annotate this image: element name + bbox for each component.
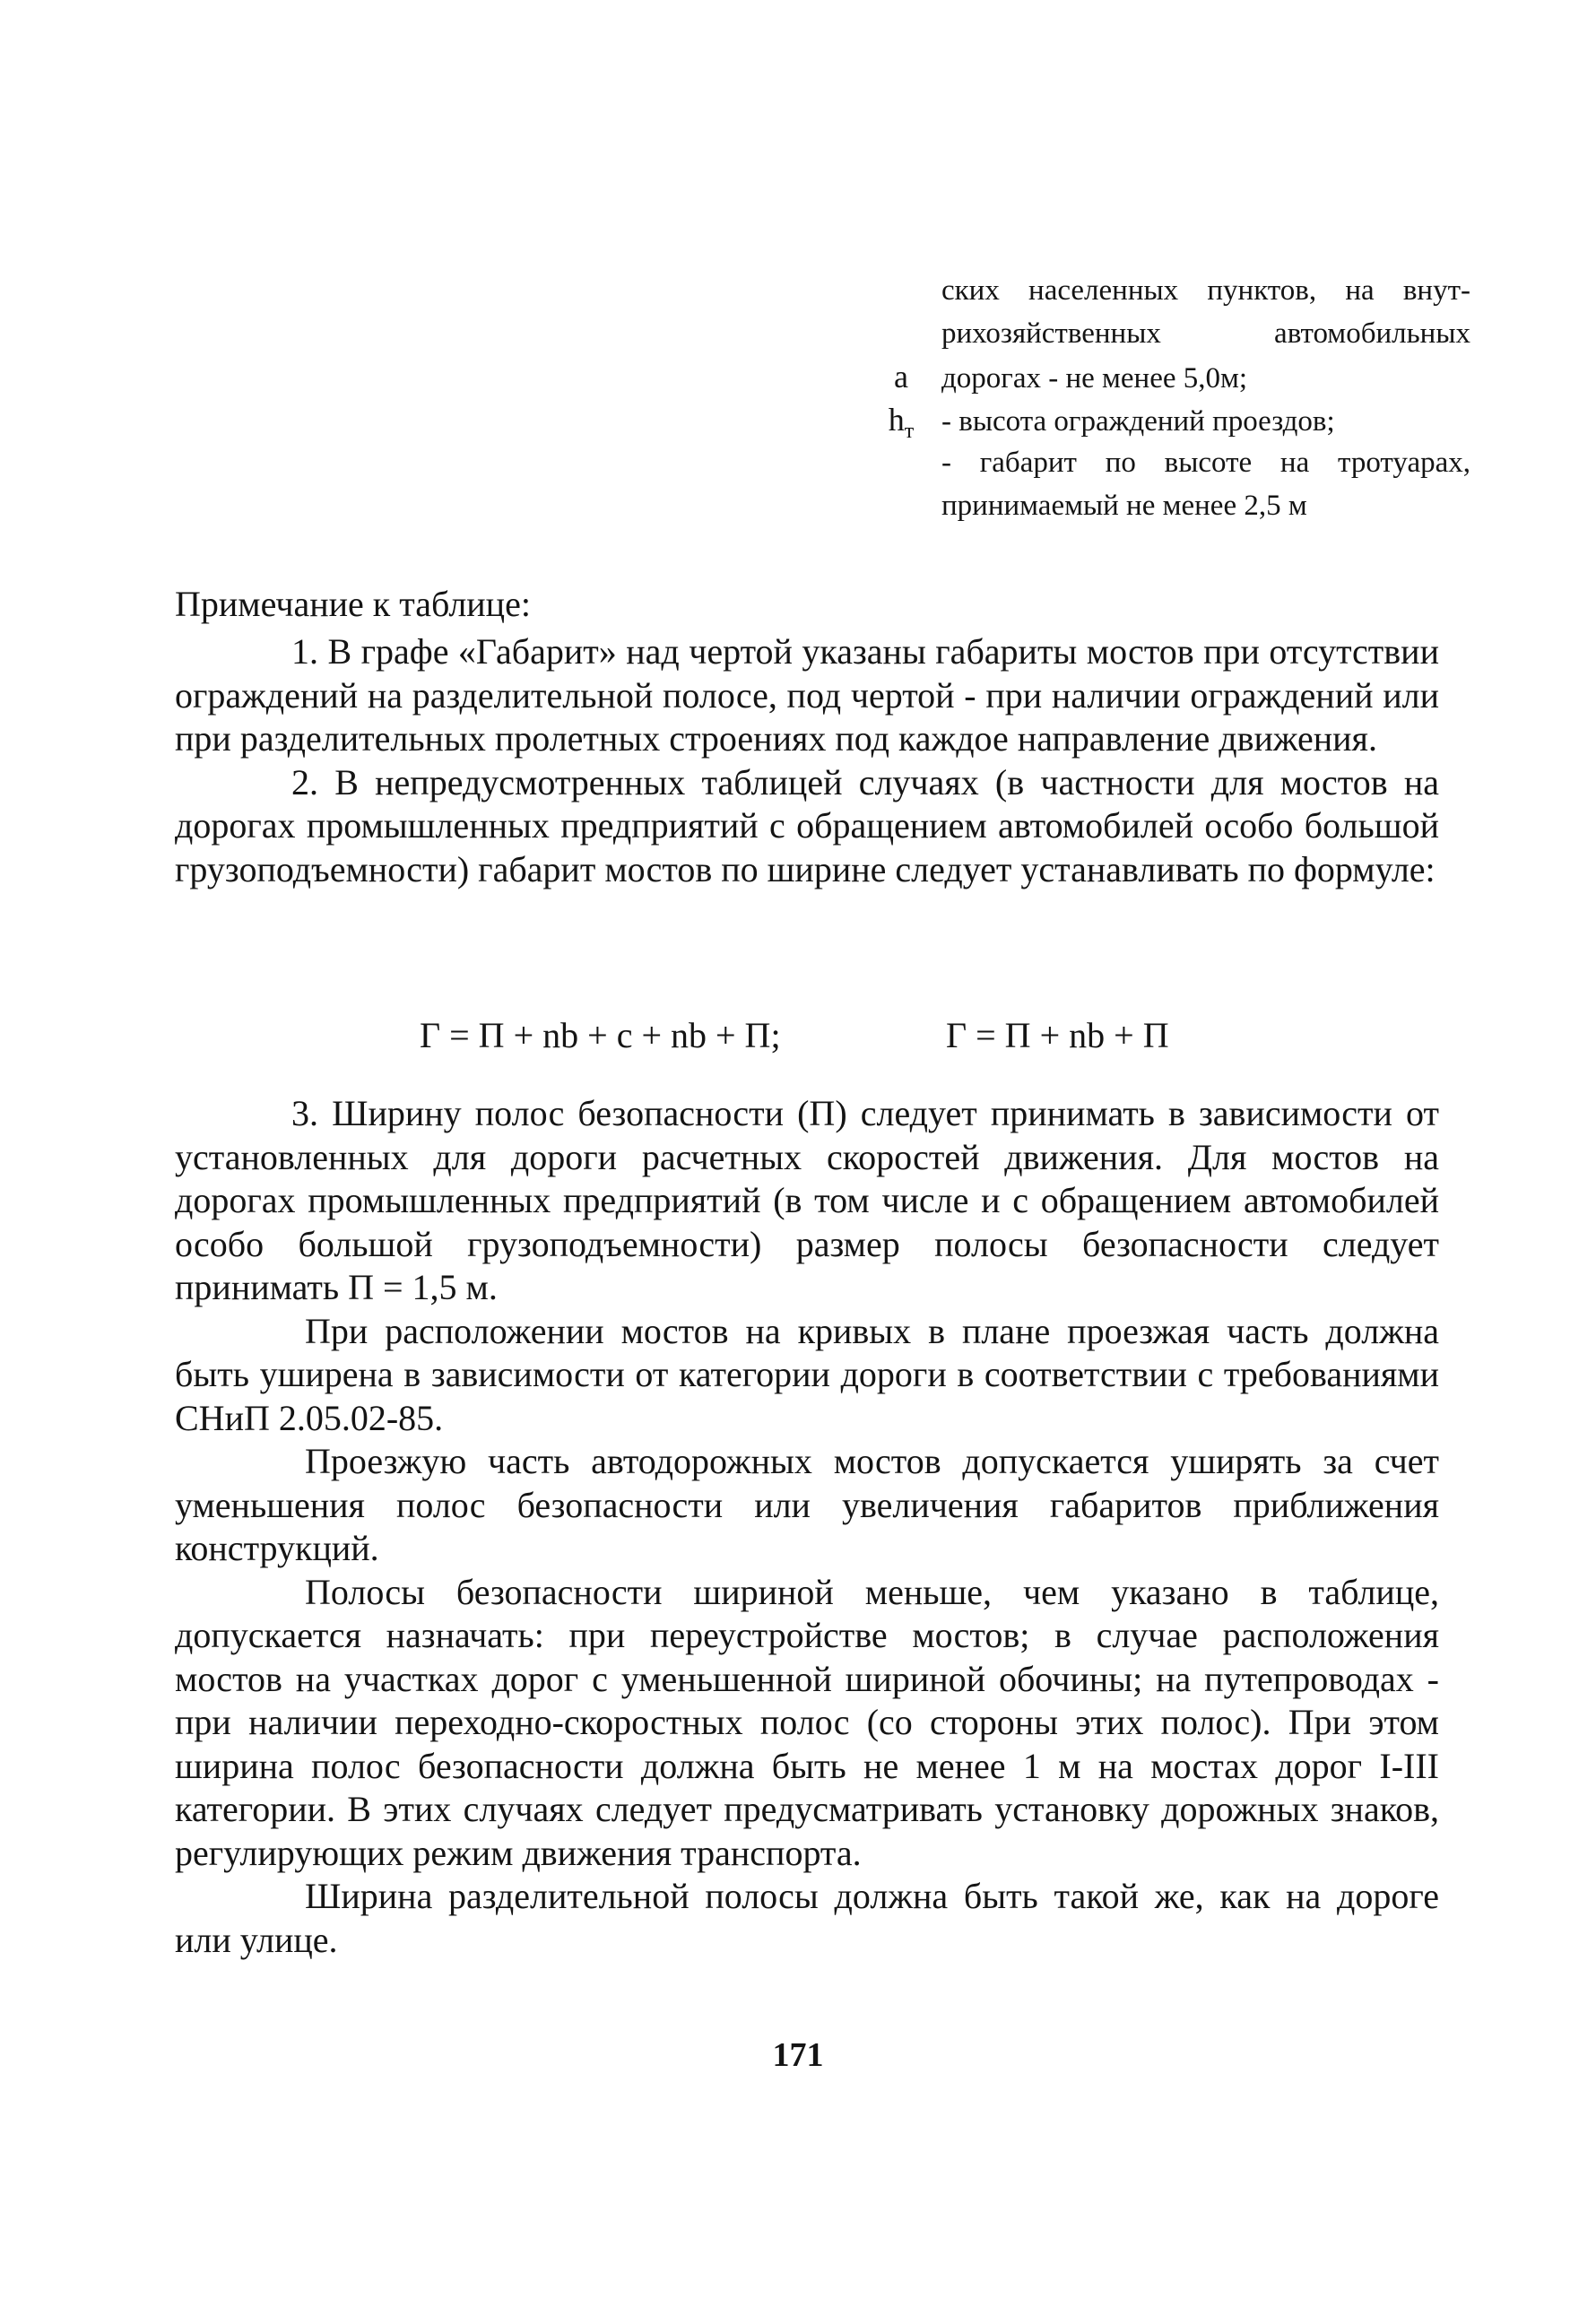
notes-paragraphs [175,1092,1439,1962]
paragraph: Ширина разделительной полосы должна быть такой же, как на дороге или улице. [175,1876,1439,1960]
legend-symbol: $h_т$ [888,402,915,444]
formula-row [0,1009,1596,1063]
formula: Г = П + nb + c + nb + П; [420,1015,781,1055]
symbol-legend [861,269,1470,527]
page-number: 171 [772,2036,824,2074]
note-item: 1. В графе «Габарит» над чертой указаны габариты мостов при отсутствии ограждений на разделительной полосе, под чертой - при наличии ограждений или при разделительных пролетных строениях под каждое направление движения. [175,631,1439,759]
note-heading: Примечание к таблице: [175,584,531,624]
paragraph: 3. Ширину полос безопасности (П) следует принимать в зависимости от установленных для дороги расчетных скоростей движения. Для мостов на дорогах промышленных предприятий (в том числе и с обращением автомобилей особо большой грузоподъемности) размер полосы безопасности следует принимать П = 1,5 м. [175,1093,1439,1307]
note-item: 2. В непредусмотренных таблицей случаях (в частности для мостов на дорогах промышленных предприятий с обращением автомобилей особо большой грузоподъемности) габарит мостов по ширине следует устанавливать по формуле: [175,761,1439,889]
paragraph: При расположении мостов на кривых в плане проезжая часть должна быть уширена в зависимости от категории дороги в соответствии с требованиями СНиП 2.05.02-85. [175,1310,1439,1438]
legend-text: дорогах - не менее 5,0м; [941,362,1248,395]
legend-row [861,398,1470,444]
legend-row [861,269,1470,312]
legend-text: рихозяйственных автомобильных [941,317,1470,350]
paragraph: Проезжую часть автодорожных мостов допускается уширять за счет уменьшения полос безопасности или увеличения габаритов приближения конструкций. [175,1441,1439,1568]
legend-text: - габарит по высоте на тротуарах, [941,447,1470,479]
legend-text: ских населенных пунктов, на внут- [941,274,1470,307]
legend-text: принимаемый не менее 2,5 м [941,490,1307,522]
legend-row [861,484,1470,527]
legend-row [861,355,1470,398]
legend-row [861,441,1470,484]
notes-list [175,630,1439,891]
legend-symbol: a [894,359,908,395]
formula: Г = П + nb + П [946,1015,1169,1055]
legend-row [861,312,1470,355]
legend-text: - высота ограждений проездов; [941,405,1335,438]
paragraph: Полосы безопасности шириной меньше, чем указано в таблице, допускается назначать: при переустройстве мостов; в случае расположения мостов на участках дорог с уменьшенной шириной обочины; на путепроводах - при наличии переходно-скоростных полос (со стороны этих полос). При этом ширина полос безопасности должна быть не менее 1 м на мостах дорог I-III категории. В этих случаях следует предусматривать установку дорожных знаков, регулирующих режим движения транспорта. [175,1571,1439,1873]
